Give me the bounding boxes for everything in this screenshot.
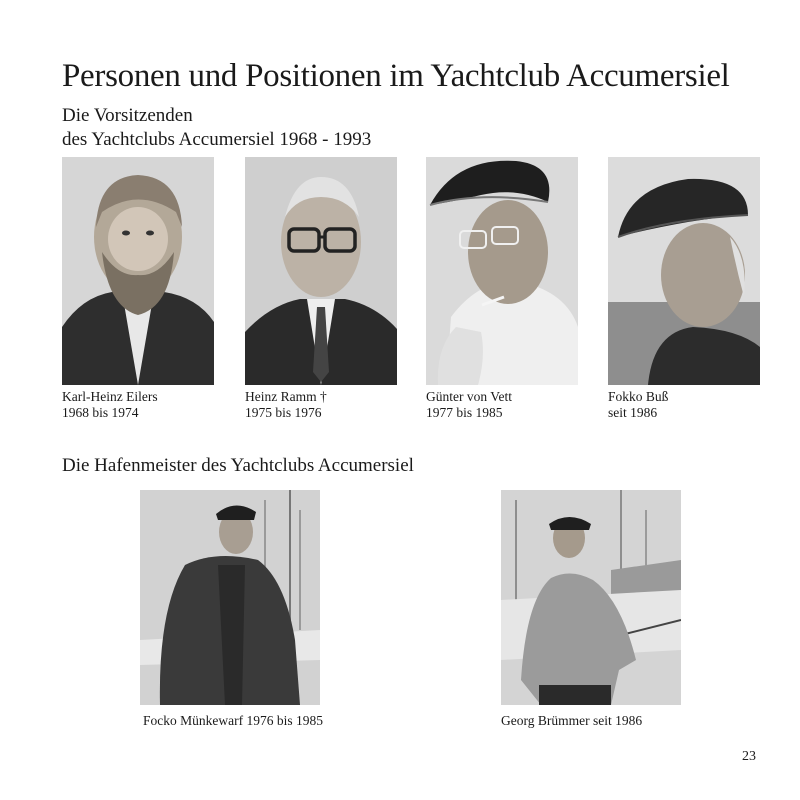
chairman-name: Günter von Vett <box>426 389 512 404</box>
page-title: Personen und Positionen im Yachtclub Accumersiel <box>62 58 730 94</box>
chairman-period: 1977 bis 1985 <box>426 405 503 420</box>
caption-georg-bruemmer: Georg Brümmer seit 1986 <box>501 713 643 728</box>
chairmen-heading-line1: Die Vorsitzenden <box>62 105 193 126</box>
photo-heinz-ramm <box>245 157 397 385</box>
photo-focko-muenkewarf <box>140 490 320 705</box>
harbor-masters-heading: Die Hafenmeister des Yachtclubs Accumersiel <box>62 455 414 476</box>
page-number: 23 <box>742 749 756 764</box>
chairman-period: 1975 bis 1976 <box>245 405 322 420</box>
caption-focko-muenkewarf: Focko Münkewarf 1976 bis 1985 <box>143 713 323 728</box>
chairman-name: Heinz Ramm † <box>245 389 327 404</box>
photo-karl-heinz-eilers <box>62 157 214 385</box>
chairman-period: seit 1986 <box>608 405 658 420</box>
photo-guenter-von-vett <box>426 157 578 385</box>
caption-guenter-von-vett <box>426 389 512 421</box>
chairman-name: Fokko Buß <box>608 389 669 404</box>
photo-georg-bruemmer <box>501 490 681 705</box>
chairmen-heading-line2: des Yachtclubs Accumersiel 1968 - 1993 <box>62 129 372 150</box>
chairmen-heading <box>62 104 371 152</box>
photo-fokko-buss <box>608 157 760 385</box>
caption-heinz-ramm <box>245 389 327 421</box>
chairman-name: Karl-Heinz Eilers <box>62 389 158 404</box>
caption-fokko-buss <box>608 389 668 421</box>
caption-karl-heinz-eilers <box>62 389 158 421</box>
chairman-period: 1968 bis 1974 <box>62 405 139 420</box>
